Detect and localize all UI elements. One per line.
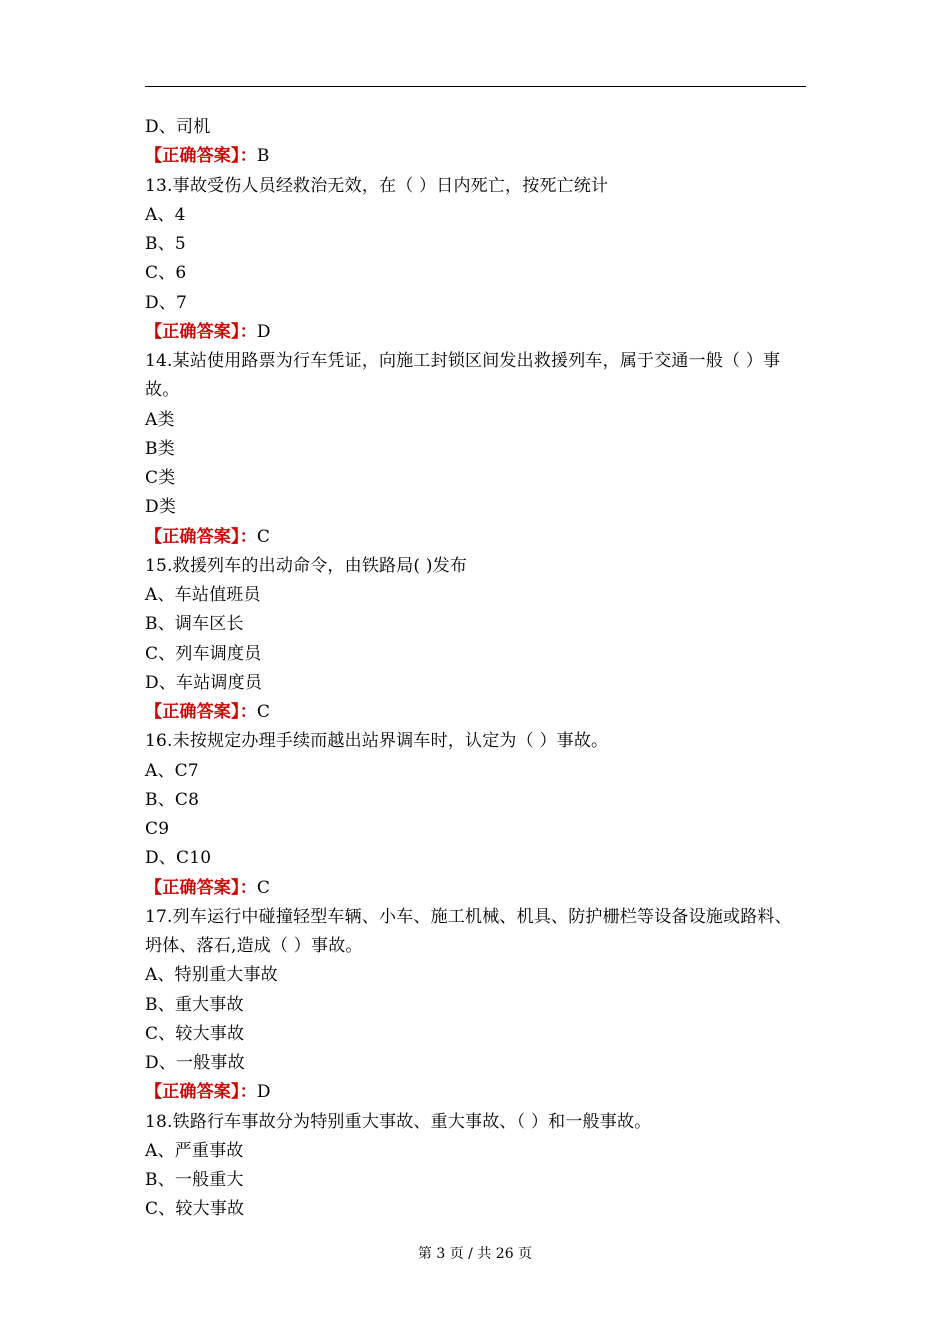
option-text: A、4	[145, 204, 186, 225]
answer-line	[145, 523, 807, 552]
option-text: C、较大事故	[145, 1023, 245, 1044]
answer-label: 【正确答案】：	[145, 1082, 257, 1103]
option-text: B、一般重大	[145, 1170, 244, 1190]
answer-line	[145, 142, 807, 171]
answer-line	[145, 874, 807, 903]
option-text: A类	[145, 409, 175, 430]
page-footer: 第 3 页 / 共 26 页	[417, 1246, 533, 1262]
option-text: A、车站值班员	[145, 585, 261, 605]
option-text: D、C10	[145, 848, 212, 869]
answer-line	[145, 318, 807, 347]
option-text: D类	[145, 497, 177, 518]
answer-value: B	[256, 146, 270, 167]
answer-label: 【正确答案】：	[145, 321, 257, 342]
answer-label: 【正确答案】：	[145, 702, 257, 722]
answer-value: C	[256, 877, 271, 898]
question-stem: 17.列车运行中碰撞轻型车辆、小车、施工机械、机具、防护栅栏等设备设施或路料、坍体、落石,造成（ ）事故。	[145, 906, 792, 956]
answer-value: C	[256, 526, 271, 547]
option-text: B、重大事故	[145, 994, 244, 1015]
answer-label: 【正确答案】：	[145, 526, 257, 547]
answer-value: D	[256, 1082, 271, 1103]
question-stem: 14.某站使用路票为行车凭证，向施工封锁区间发出救援列车，属于交通一般（ ）事故。	[145, 351, 781, 401]
option-text: D、司机	[145, 117, 211, 137]
option-text: B、C8	[145, 789, 200, 810]
option-text: A、特别重大事故	[145, 965, 278, 986]
answer-value: D	[256, 321, 271, 342]
option-text: A、严重事故	[145, 1140, 244, 1161]
option-text: C、列车调度员	[145, 643, 262, 664]
question-stem: 18.铁路行车事故分为特别重大事故、重大事故、（ ）和一般事故。	[145, 1111, 652, 1132]
option-text: D、车站调度员	[145, 672, 263, 693]
option-text: D、7	[145, 292, 188, 313]
option-text: C类	[145, 468, 176, 488]
question-stem: 16.未按规定办理手续而越出站界调车时，认定为（ ）事故。	[145, 731, 609, 752]
option-text: C、6	[145, 263, 187, 284]
answer-line	[145, 1078, 807, 1107]
option-text: B、5	[145, 234, 186, 254]
option-text: A、C7	[145, 760, 199, 781]
option-text: C、较大事故	[145, 1199, 245, 1220]
header-rule	[145, 86, 806, 87]
option-text: B、调车区长	[145, 614, 244, 635]
document-body	[145, 113, 807, 1225]
answer-line	[145, 698, 807, 727]
answer-label: 【正确答案】：	[145, 146, 257, 167]
option-text: D、一般事故	[145, 1053, 245, 1073]
option-text: C9	[145, 819, 170, 839]
question-stem: 13.事故受伤人员经救治无效，在（ ）日内死亡，按死亡统计	[145, 175, 609, 196]
answer-label: 【正确答案】：	[145, 877, 257, 898]
answer-value: C	[256, 702, 271, 722]
option-text: B类	[145, 438, 175, 459]
question-stem: 15.救援列车的出动命令，由铁路局( )发布	[145, 555, 468, 576]
